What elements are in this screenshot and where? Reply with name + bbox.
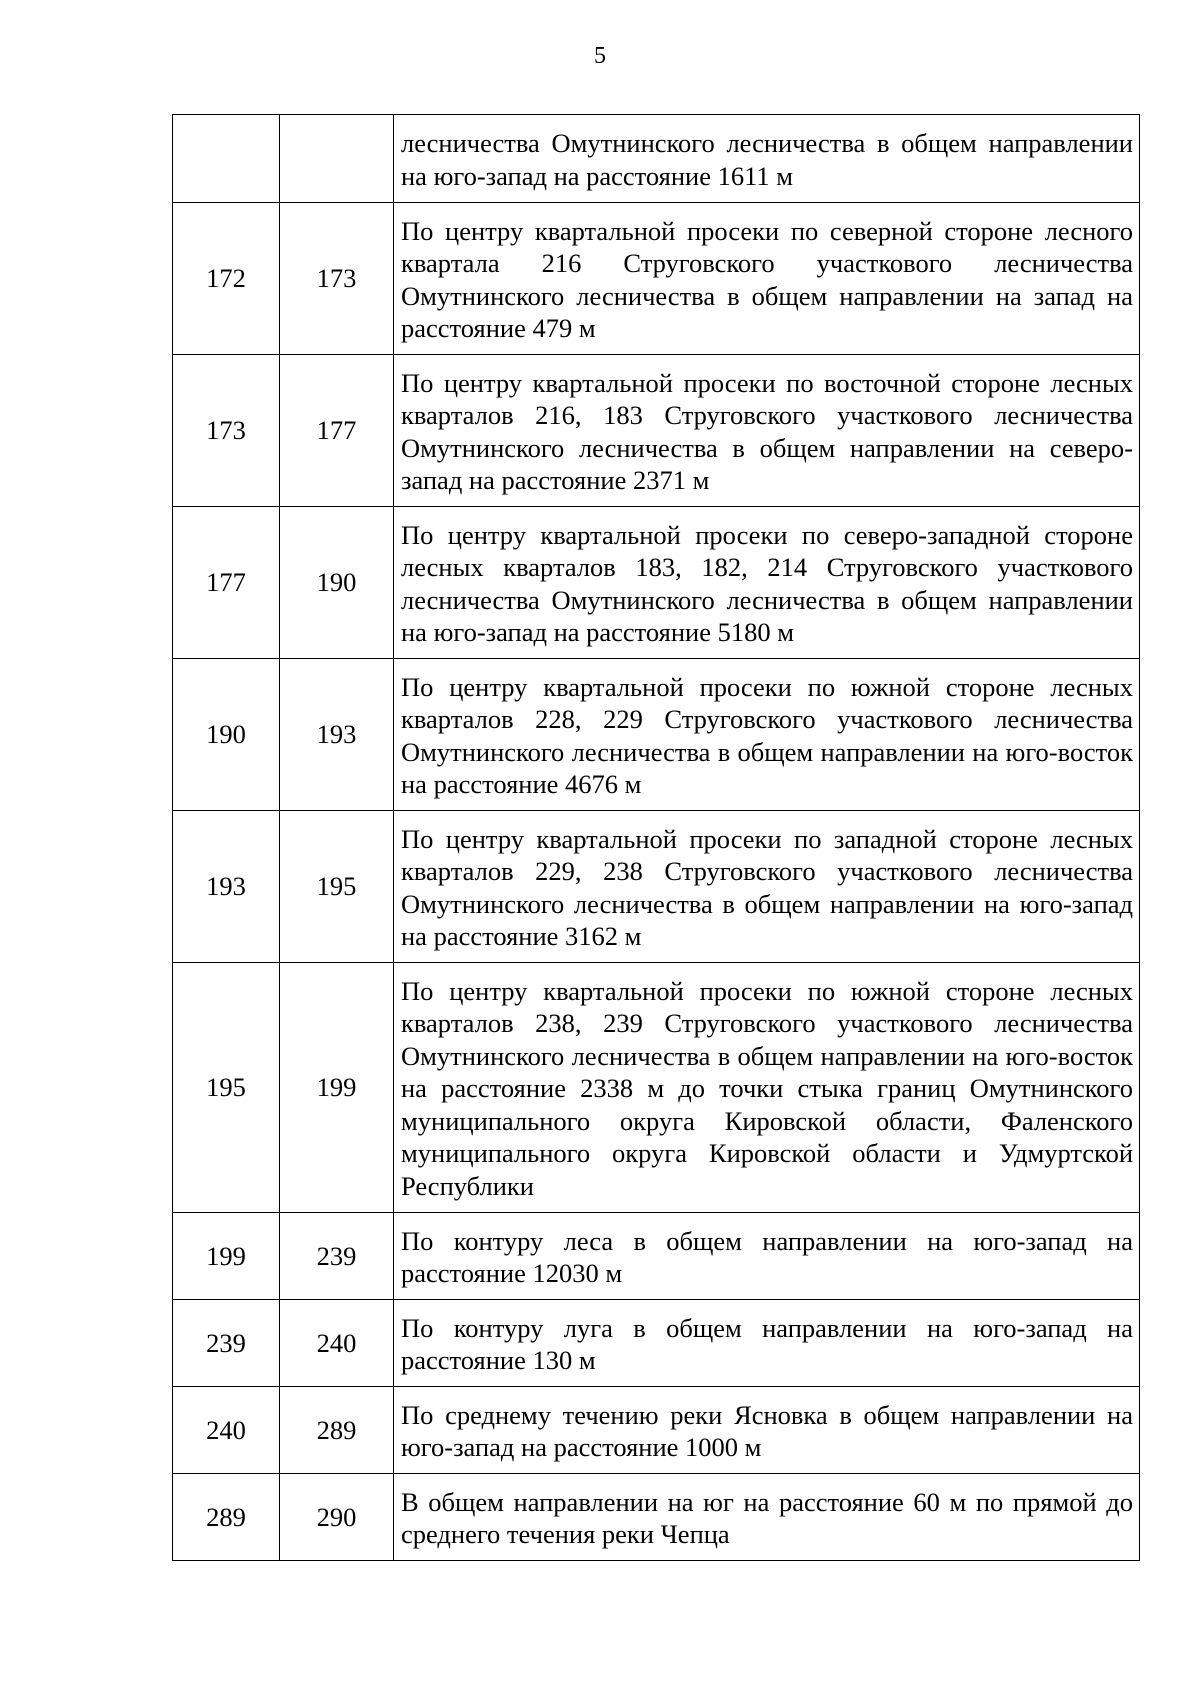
from-point-cell: 193 (173, 811, 280, 963)
from-point-cell: 190 (173, 659, 280, 811)
boundary-description-table (172, 114, 1140, 1561)
description-cell: лесничества Омутнинского лесничества в общем направлении на юго-запад на расстояние 1611 м (394, 115, 1140, 203)
table-row (173, 115, 1140, 203)
to-point-cell: 173 (280, 203, 394, 355)
from-point-cell: 172 (173, 203, 280, 355)
to-point-cell: 193 (280, 659, 394, 811)
description-cell: По контуру леса в общем направлении на юго-запад на расстояние 12030 м (394, 1213, 1140, 1300)
table-row (173, 1213, 1140, 1300)
table-row (173, 507, 1140, 659)
table-row (173, 1387, 1140, 1474)
table-row (173, 811, 1140, 963)
table-row (173, 659, 1140, 811)
to-point-cell: 177 (280, 355, 394, 507)
page-number: 5 (594, 43, 606, 69)
description-cell: По центру квартальной просеки по южной стороне лесных кварталов 228, 229 Струговского участкового лесничества Омутнинского лесничества в общем направлении на юго-восток на расстояние 4676 м (394, 659, 1140, 811)
to-point-cell: 190 (280, 507, 394, 659)
description-cell: По контуру луга в общем направлении на юго-запад на расстояние 130 м (394, 1300, 1140, 1387)
description-cell: По центру квартальной просеки по северо-западной стороне лесных кварталов 183, 182, 214 Струговского участкового лесничества Омутнинского лесничества в общем направлении на юго-запад на расстояние 5180 м (394, 507, 1140, 659)
from-point-cell: 289 (173, 1474, 280, 1561)
description-cell: В общем направлении на юг на расстояние 60 м по прямой до среднего течения реки Чепца (394, 1474, 1140, 1561)
description-cell: По центру квартальной просеки по западной стороне лесных кварталов 229, 238 Струговского участкового лесничества Омутнинского лесничества в общем направлении на юго-запад на расстояние 3162 м (394, 811, 1140, 963)
to-point-cell: 290 (280, 1474, 394, 1561)
table-row (173, 1474, 1140, 1561)
to-point-cell: 289 (280, 1387, 394, 1474)
from-point-cell: 199 (173, 1213, 280, 1300)
to-point-cell: 195 (280, 811, 394, 963)
from-point-cell: 173 (173, 355, 280, 507)
from-point-cell: 177 (173, 507, 280, 659)
description-cell: По центру квартальной просеки по восточной стороне лесных кварталов 216, 183 Струговского участкового лесничества Омутнинского лесничества в общем направлении на северо-запад на расстояние 2371 м (394, 355, 1140, 507)
to-point-cell: 240 (280, 1300, 394, 1387)
to-point-cell: 199 (280, 963, 394, 1213)
table-row (173, 355, 1140, 507)
table-row (173, 1300, 1140, 1387)
table-row (173, 203, 1140, 355)
description-cell: По центру квартальной просеки по северной стороне лесного квартала 216 Струговского участкового лесничества Омутнинского лесничества в общем направлении на запад на расстояние 479 м (394, 203, 1140, 355)
table-row (173, 963, 1140, 1213)
from-point-cell (173, 115, 280, 203)
from-point-cell: 195 (173, 963, 280, 1213)
to-point-cell: 239 (280, 1213, 394, 1300)
description-cell: По центру квартальной просеки по южной стороне лесных кварталов 238, 239 Струговского участкового лесничества Омутнинского лесничества в общем направлении на юго-восток на расстояние 2338 м до точки стыка границ Омутнинского муниципального округа Кировской области, Фаленского муниципального округа Кировской области и Удмуртской Республики (394, 963, 1140, 1213)
description-cell: По среднему течению реки Ясновка в общем направлении на юго-запад на расстояние 1000 м (394, 1387, 1140, 1474)
from-point-cell: 240 (173, 1387, 280, 1474)
to-point-cell (280, 115, 394, 203)
from-point-cell: 239 (173, 1300, 280, 1387)
